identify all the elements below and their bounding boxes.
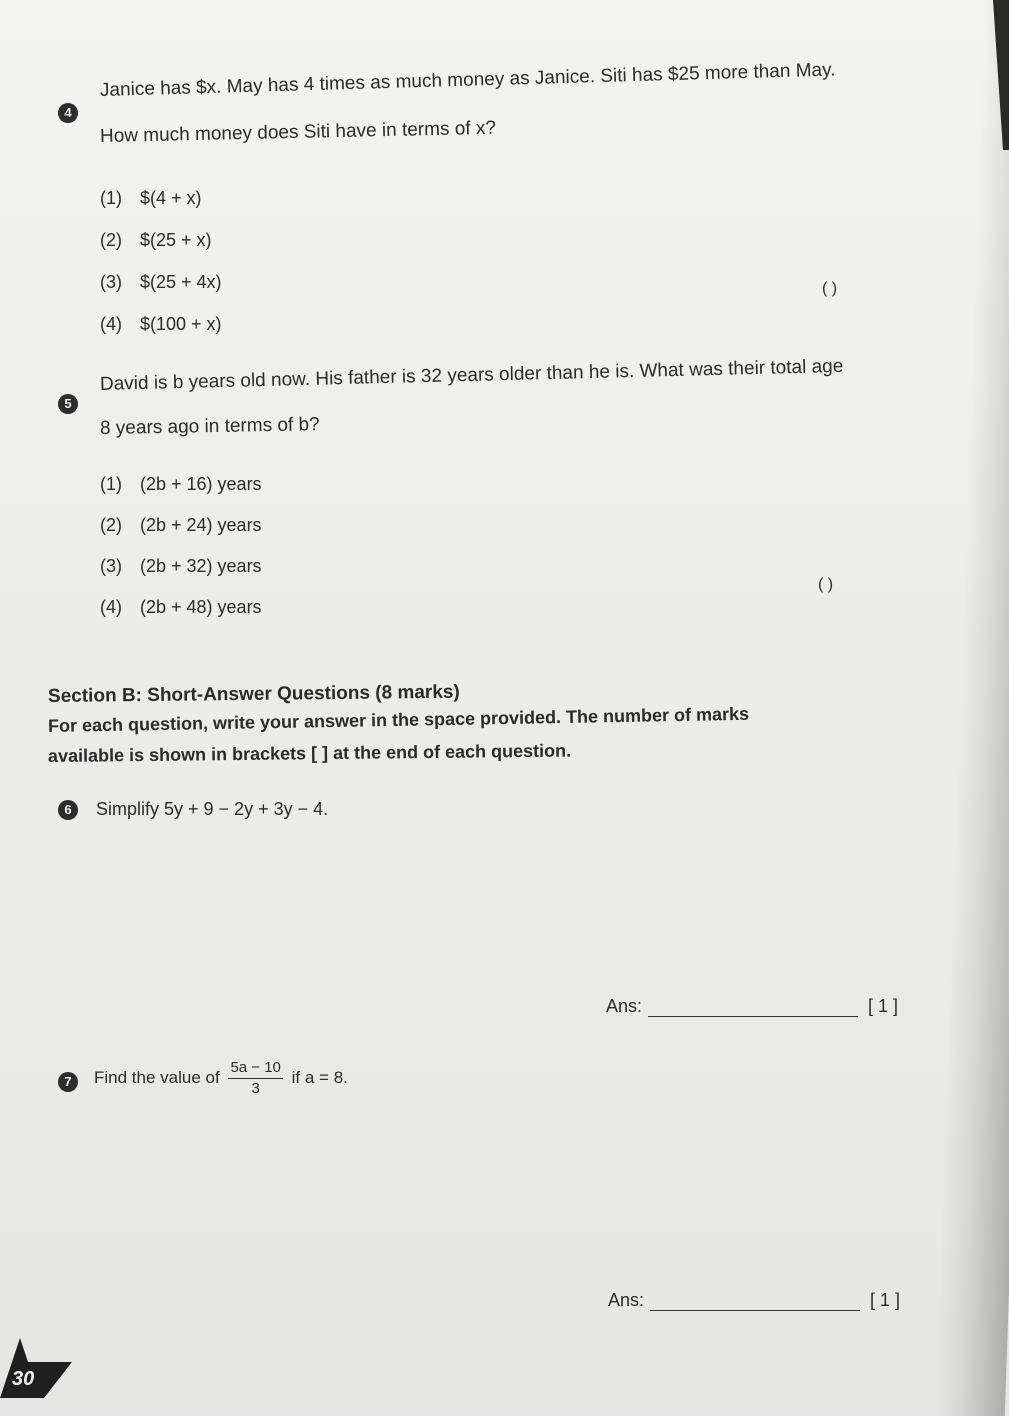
option-label: (3) (100, 272, 122, 292)
question-number-badge: 6 (58, 800, 78, 820)
section-title: Section B: Short-Answer Questions (8 marks) (47, 681, 460, 707)
fraction-denominator: 3 (251, 1080, 260, 1098)
section-instruction-line-1: For each question, write your answer in the space provided. The number of marks (47, 703, 750, 736)
answer-line[interactable] (606, 996, 898, 1017)
marks-label: [ 1 ] (868, 996, 899, 1016)
option-label: (3) (100, 556, 122, 576)
option-label: (4) (100, 597, 122, 617)
fraction (228, 1058, 282, 1100)
question-text-line-2: How much money does Siti have in terms of x? (99, 117, 497, 147)
option-2[interactable] (100, 515, 262, 536)
answer-label: Ans: (606, 996, 643, 1016)
answer-bracket[interactable]: ( ) (822, 280, 838, 297)
question-text-line-2: 8 years ago in terms of b? (99, 414, 320, 439)
option-3[interactable] (100, 272, 222, 293)
option-label: (2) (100, 515, 122, 535)
question-text-before: Find the value of (94, 1068, 220, 1088)
section-instruction-line-2: available is shown in brackets [ ] at the end of each question. (47, 740, 572, 766)
option-4[interactable] (100, 597, 262, 618)
option-1[interactable] (100, 188, 202, 209)
question-number-badge: 5 (58, 394, 78, 414)
option-3[interactable] (100, 556, 262, 577)
question-text (94, 1058, 348, 1100)
question-number-badge: 7 (58, 1072, 78, 1092)
option-text: (2b + 48) years (140, 597, 262, 617)
answer-bracket[interactable]: ( ) (818, 576, 834, 593)
option-2[interactable] (100, 230, 212, 251)
question-text-line-1: Janice has $x. May has 4 times as much money as Janice. Siti has $25 more than May. (99, 59, 836, 101)
option-label: (2) (100, 230, 122, 250)
option-label: (1) (100, 188, 122, 208)
option-4[interactable] (100, 314, 222, 335)
question-text-line-1: David is b years old now. His father is 32 years older than he is. What was their total age (99, 355, 844, 395)
page-edge-shadow (933, 0, 1009, 1416)
option-text: $(100 + x) (140, 314, 222, 334)
option-text: $(4 + x) (140, 188, 202, 208)
page-number-tab (0, 1338, 80, 1398)
option-text: $(25 + 4x) (140, 272, 222, 292)
option-label: (4) (100, 314, 122, 334)
question-text-after: if a = 8. (291, 1068, 348, 1088)
option-text: (2b + 32) years (140, 556, 262, 576)
option-text: (2b + 16) years (140, 474, 262, 494)
page-number: 30 (12, 1368, 35, 1390)
fraction-numerator: 5a − 10 (228, 1058, 282, 1079)
option-text: (2b + 24) years (140, 515, 262, 535)
option-1[interactable] (100, 474, 262, 495)
answer-line[interactable] (608, 1290, 900, 1311)
option-label: (1) (100, 474, 122, 494)
answer-blank[interactable] (648, 998, 858, 1017)
answer-blank[interactable] (650, 1292, 860, 1311)
marks-label: [ 1 ] (870, 1290, 901, 1310)
answer-label: Ans: (608, 1290, 645, 1310)
question-number-badge: 4 (58, 103, 78, 123)
option-text: $(25 + x) (140, 230, 212, 250)
question-text: Simplify 5y + 9 − 2y + 3y − 4. (96, 799, 329, 819)
